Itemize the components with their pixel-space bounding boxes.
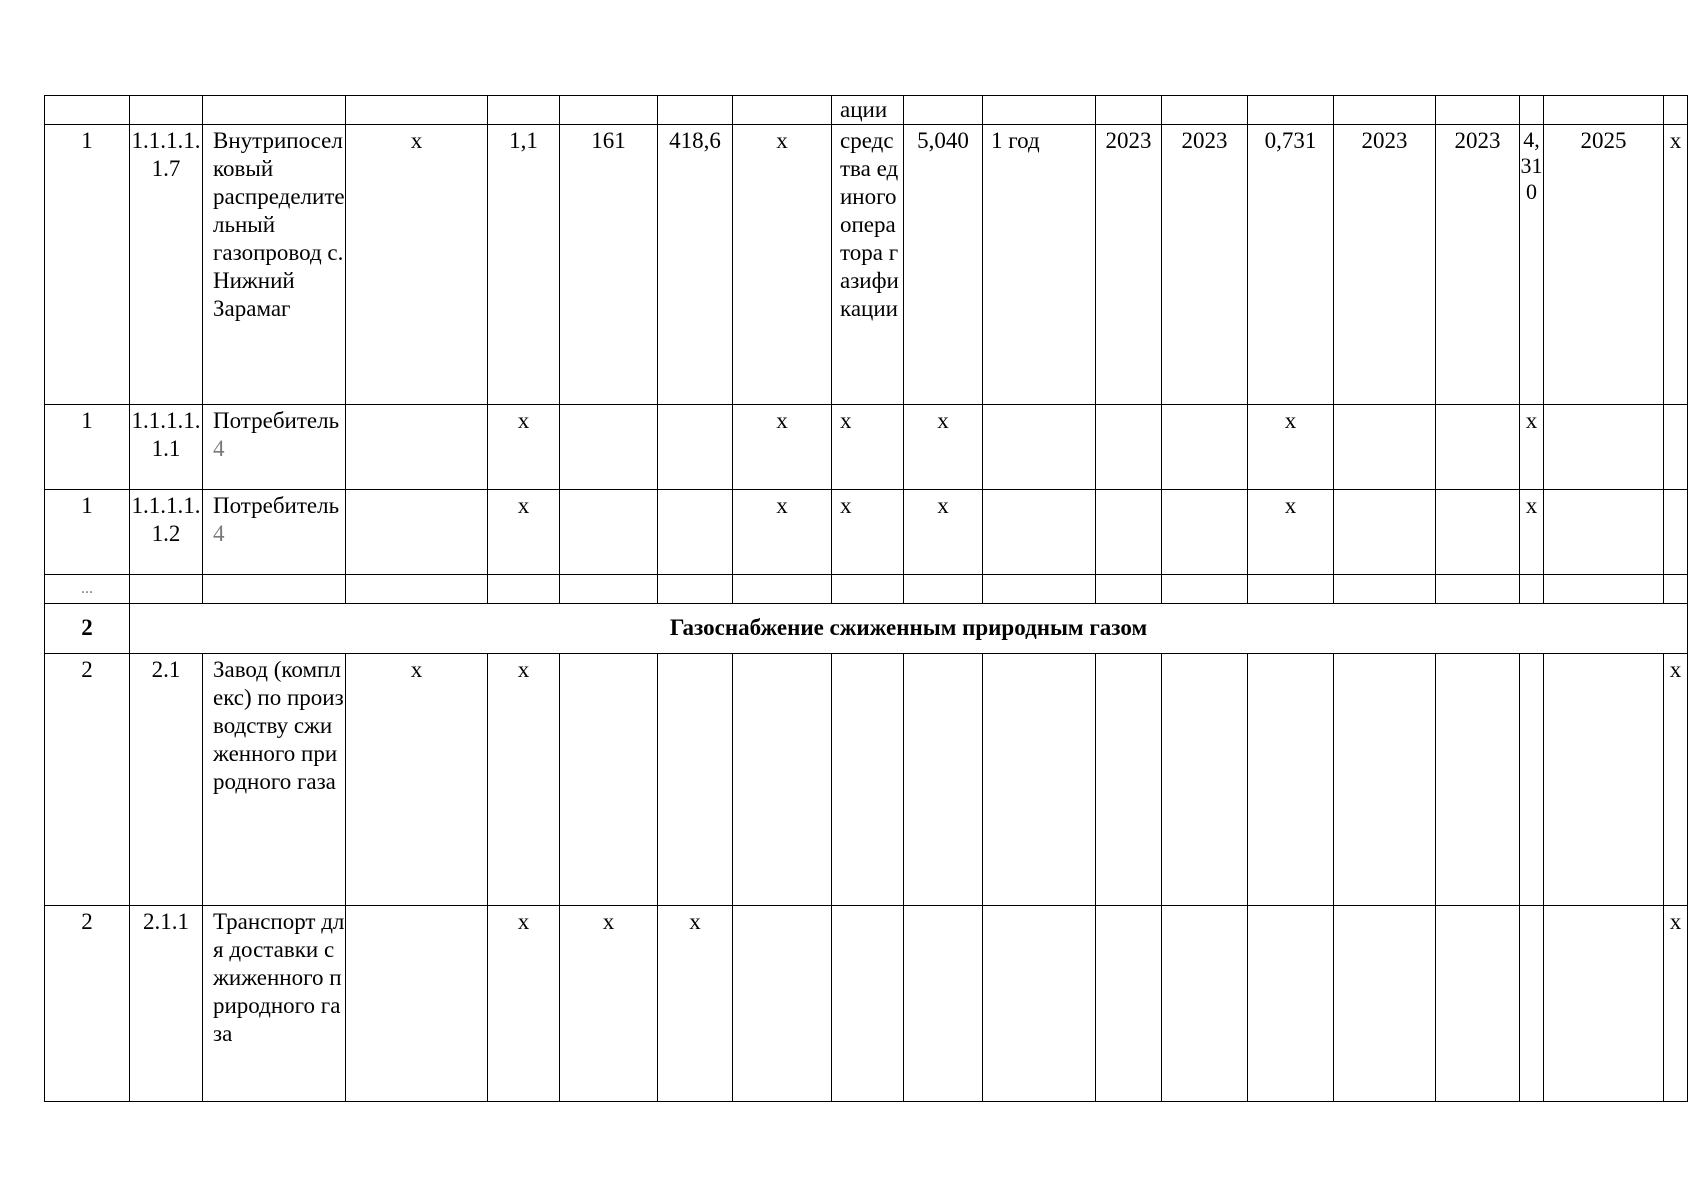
cell-section-num: 2 (45, 654, 130, 906)
cell-x: х (1248, 490, 1334, 575)
cell-x: х (733, 490, 832, 575)
cell-x: х (488, 654, 560, 906)
section-row (45, 604, 1688, 654)
section-number: 2 (45, 604, 130, 654)
cell-x: х (1520, 490, 1544, 575)
cell-object-name (203, 405, 346, 490)
cell-x: х (904, 490, 983, 575)
cell-x: х (1664, 906, 1688, 1102)
cell-year: 2023 (1436, 125, 1520, 405)
cell-section-num: 1 (45, 490, 130, 575)
table-row (45, 906, 1688, 1102)
table-row (45, 125, 1688, 405)
cell-object-name: Завод (комплекс) по производству сжиженного природного газа (203, 654, 346, 906)
cell-object-name (203, 490, 346, 575)
cell-x: х (1520, 405, 1544, 490)
table-row (45, 96, 1688, 125)
cell-year: 2023 (1096, 125, 1162, 405)
cell-code: 1.1.1.1.1.2 (130, 490, 203, 575)
cell-value: 418,6 (658, 125, 733, 405)
cell-object-name: Внутрипоселковый распределительный газопровод с. Нижний Зарамаг (203, 125, 346, 405)
cell-cost: 4,310 (1520, 125, 1544, 405)
consumer-label: Потребитель (213, 493, 340, 518)
cell-source: средства единого оператора газификации (832, 125, 904, 405)
cell-x: х (346, 125, 488, 405)
table-row (45, 575, 1688, 604)
cell-code: 1.1.1.1.1.7 (130, 125, 203, 405)
document-table (44, 95, 1688, 1102)
cell-section-num: 2 (45, 906, 130, 1102)
cell-cost: 5,040 (904, 125, 983, 405)
cell-section-num: 1 (45, 405, 130, 490)
cell-value: 161 (560, 125, 658, 405)
cell-x: х (733, 125, 832, 405)
cell-x: х (346, 654, 488, 906)
footnote-ref: 4 (213, 521, 225, 546)
cell-code: 2.1 (130, 654, 203, 906)
cell-x: х (904, 405, 983, 490)
cell-year: 2025 (1544, 125, 1664, 405)
cell-object-name: Транспорт для доставки сжиженного природного газа (203, 906, 346, 1102)
cell-source: ации (832, 96, 904, 125)
section-title: Газоснабжение сжиженным природным газом (130, 604, 1688, 654)
cell-year: 2023 (1334, 125, 1436, 405)
cell-code: 1.1.1.1.1.1 (130, 405, 203, 490)
cell-duration: 1 год (983, 125, 1096, 405)
cell-code: 2.1.1 (130, 906, 203, 1102)
table-row (45, 654, 1688, 906)
cell-x: х (560, 906, 658, 1102)
table-row (45, 405, 1688, 490)
footnote-ref: 4 (213, 436, 225, 461)
cell-x: х (832, 490, 904, 575)
cell-x: х (1664, 125, 1688, 405)
cell-x: х (1664, 654, 1688, 906)
cell-cost: 0,731 (1248, 125, 1334, 405)
cell-x: х (733, 405, 832, 490)
cell-x: х (488, 405, 560, 490)
cell-x: х (1248, 405, 1334, 490)
ellipsis: ... (45, 575, 130, 604)
table-row (45, 490, 1688, 575)
cell-x: х (832, 405, 904, 490)
cell-length: 1,1 (488, 125, 560, 405)
cell-x: х (488, 906, 560, 1102)
cell-section-num: 1 (45, 125, 130, 405)
cell-x: х (658, 906, 733, 1102)
cell-year: 2023 (1162, 125, 1248, 405)
consumer-label: Потребитель (213, 408, 340, 433)
cell-x: х (488, 490, 560, 575)
